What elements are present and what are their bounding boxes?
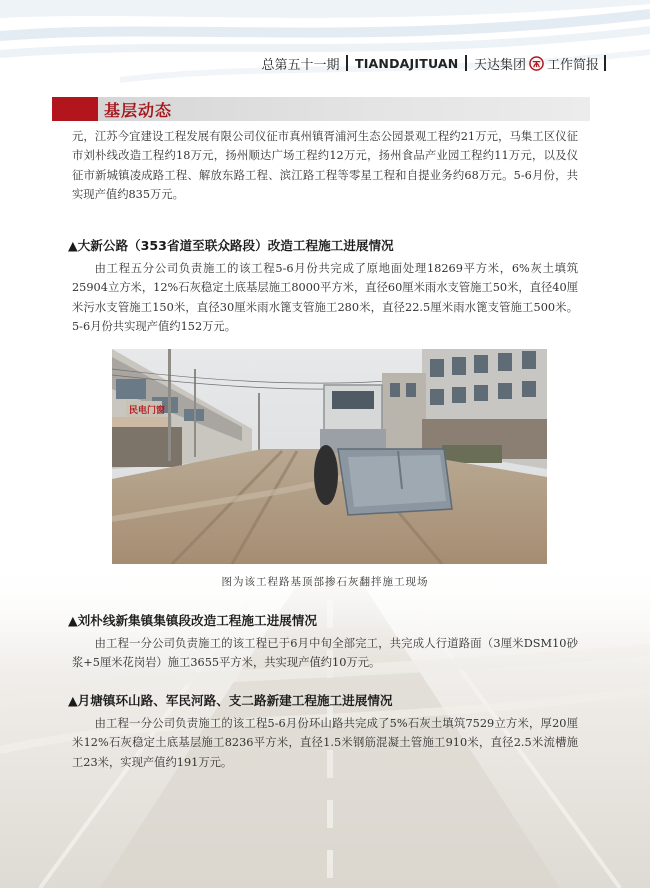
header-divider	[465, 55, 467, 71]
publication-name: 工作简报	[546, 57, 599, 73]
road-construction-image	[112, 349, 547, 564]
article-3	[68, 691, 578, 772]
brand-english: TIANDAJITUAN	[354, 55, 459, 71]
article-body: 由工程五分公司负责施工的该工程5-6月份共完成了原地面处理18269平方米，6%灰土填筑25904立方米，12%石灰稳定土底基层施工8000平方米，直径60厘米雨水支管施工50米，直径40厘米污水支管施工150米，直径30厘米雨水篦支管施工280米，直径22.5厘米雨水篦支管施工500米。5-6月份共实现产值约152万元。	[72, 262, 578, 334]
article-body: 由工程一分公司负责施工的该工程5-6月份环山路共完成了5%石灰土填筑7529立方米，厚20厘米12%石灰稳定土底基层施工8236平方米，直径1.5米钢筋混凝土管施工910米，直径2.5米流槽施工23米，实现产值约191万元。	[72, 717, 578, 769]
brand-chinese: 天达集团	[473, 57, 526, 73]
header-divider	[346, 55, 348, 71]
photo-caption: 图为该工程路基顶部掺石灰翻拌施工现场	[221, 576, 429, 588]
intro-paragraph: 元，江苏今宜建设工程发展有限公司仪征市真州镇胥浦河生态公园景观工程约21万元，马集工区仪征市刘朴线改造工程约18万元，扬州顺达广场工程约12万元，扬州食品产业园工程约11万元，以及仪征市新城镇凌成路工程、解放东路工程、滨江路工程等零星工程和自提业务约68万元。5-6月份，共实现产值约835万元。	[72, 130, 578, 202]
intro-block	[72, 127, 578, 205]
article-heading: ▲大新公路（353省道至联众路段）改造工程施工进展情况	[68, 238, 394, 253]
article-heading: ▲刘朴线新集镇集镇段改造工程施工进展情况	[68, 613, 317, 628]
header-end-bar	[604, 55, 606, 71]
article-body: 由工程一分公司负责施工的该工程已于6月中旬全部完工，共完成人行道路面（3厘米DSM10砂浆+5厘米花岗岩）施工3655平方米，共实现产值约10万元。	[72, 637, 578, 670]
article-2	[68, 611, 578, 673]
section-accent-block	[52, 97, 98, 121]
section-title: 基层动态	[104, 101, 173, 120]
section-title-bar	[52, 97, 590, 121]
issue-number: 总第五十一期	[261, 57, 340, 73]
tianda-logo-icon	[529, 56, 544, 71]
construction-site-photo	[112, 349, 547, 564]
page-header	[261, 52, 606, 74]
article-heading: ▲月塘镇环山路、军民河路、支二路新建工程施工进展情况	[68, 693, 393, 708]
shop-sign-text: 民电门窗	[129, 406, 166, 416]
article-1	[68, 236, 578, 337]
